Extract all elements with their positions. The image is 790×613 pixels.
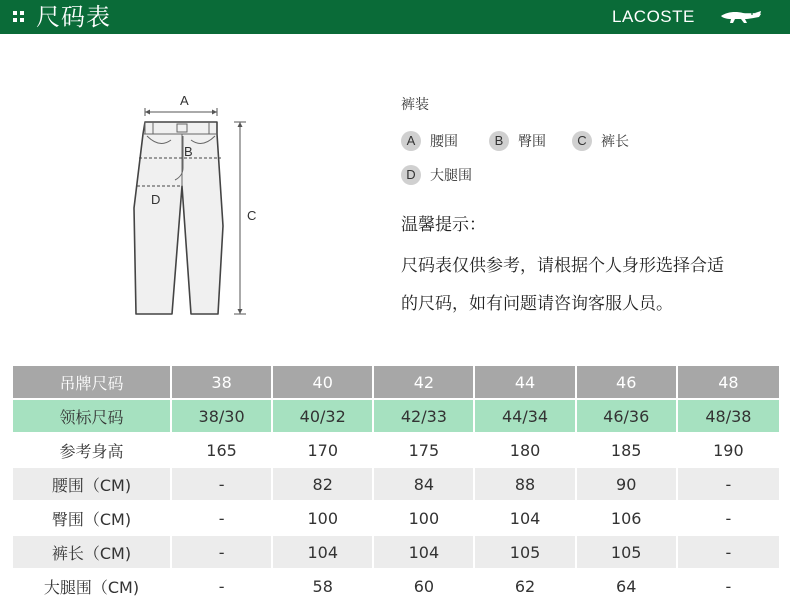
table-cell: 60 — [374, 570, 475, 604]
table-header-cell: 38 — [172, 366, 273, 400]
table-cell: 165 — [172, 434, 273, 468]
table-cell: - — [172, 502, 273, 536]
table-cell: 44/34 — [475, 400, 576, 434]
table-cell: 105 — [577, 536, 678, 570]
legend-item-d — [401, 165, 472, 187]
table-cell: 88 — [475, 468, 576, 502]
diagram-label-c: C — [247, 208, 257, 223]
table-cell: 40/32 — [273, 400, 374, 434]
table-row — [13, 468, 779, 502]
legend-key-badge: A — [401, 131, 421, 151]
legend-item-c — [572, 131, 629, 153]
table-cell: - — [172, 570, 273, 604]
grid-dots-icon — [13, 11, 25, 23]
size-table — [13, 366, 779, 604]
table-header-cell: 40 — [273, 366, 374, 400]
table-header-cell: 46 — [577, 366, 678, 400]
table-cell: - — [172, 536, 273, 570]
table-cell: 105 — [475, 536, 576, 570]
table-cell: 90 — [577, 468, 678, 502]
legend-item-b — [489, 131, 546, 153]
table-cell: 48/38 — [678, 400, 779, 434]
notice-line-2: 的尺码，如有问题请咨询客服人员。 — [401, 294, 673, 314]
table-row — [13, 502, 779, 536]
table-cell: - — [678, 502, 779, 536]
row-label: 大腿围（CM) — [13, 570, 172, 604]
table-row — [13, 570, 779, 604]
table-cell: 58 — [273, 570, 374, 604]
diagram-label-d: D — [151, 192, 161, 207]
legend-item-label: 大腿围 — [430, 168, 472, 184]
table-cell: - — [678, 570, 779, 604]
table-cell: 100 — [273, 502, 374, 536]
table-cell: 180 — [475, 434, 576, 468]
table-cell: 62 — [475, 570, 576, 604]
diagram-label-a: A — [180, 93, 189, 108]
legend-item-a — [401, 131, 458, 153]
table-cell: 82 — [273, 468, 374, 502]
legend-title: 裤装 — [401, 97, 429, 113]
row-label: 裤长（CM) — [13, 536, 172, 570]
legend-item-label: 腰围 — [430, 134, 458, 150]
pants-diagram — [125, 88, 275, 320]
legend-key-badge: B — [489, 131, 509, 151]
legend-item-label: 臀围 — [518, 134, 546, 150]
legend-item-label: 裤长 — [601, 134, 629, 150]
table-cell: 104 — [475, 502, 576, 536]
notice-title: 温馨提示： — [401, 215, 486, 235]
table-row — [13, 400, 779, 434]
table-cell: 185 — [577, 434, 678, 468]
table-header-cell: 44 — [475, 366, 576, 400]
row-label: 参考身高 — [13, 434, 172, 468]
table-cell: 190 — [678, 434, 779, 468]
legend-key-badge: D — [401, 165, 421, 185]
table-cell: - — [678, 536, 779, 570]
table-cell: - — [172, 468, 273, 502]
table-cell: 100 — [374, 502, 475, 536]
header-bar — [0, 0, 790, 34]
table-cell: 38/30 — [172, 400, 273, 434]
table-cell: 104 — [374, 536, 475, 570]
table-header-row — [13, 366, 779, 400]
table-cell: 106 — [577, 502, 678, 536]
table-cell: 42/33 — [374, 400, 475, 434]
notice-line-1: 尺码表仅供参考，请根据个人身形选择合适 — [401, 256, 724, 276]
row-label: 腰围（CM) — [13, 468, 172, 502]
legend-key-badge: C — [572, 131, 592, 151]
table-row — [13, 536, 779, 570]
row-label: 臀围（CM) — [13, 502, 172, 536]
table-cell: - — [678, 468, 779, 502]
diagram-label-b: B — [184, 144, 193, 159]
brand-name: LACOSTE — [612, 7, 695, 26]
table-header-cell: 48 — [678, 366, 779, 400]
table-header-label: 吊牌尺码 — [13, 366, 172, 400]
table-cell: 175 — [374, 434, 475, 468]
page-title: 尺码表 — [36, 3, 111, 31]
table-cell: 46/36 — [577, 400, 678, 434]
crocodile-logo-icon — [719, 8, 763, 26]
row-label: 领标尺码 — [13, 400, 172, 434]
table-cell: 84 — [374, 468, 475, 502]
table-cell: 104 — [273, 536, 374, 570]
table-cell: 64 — [577, 570, 678, 604]
table-cell: 170 — [273, 434, 374, 468]
table-row — [13, 434, 779, 468]
table-header-cell: 42 — [374, 366, 475, 400]
